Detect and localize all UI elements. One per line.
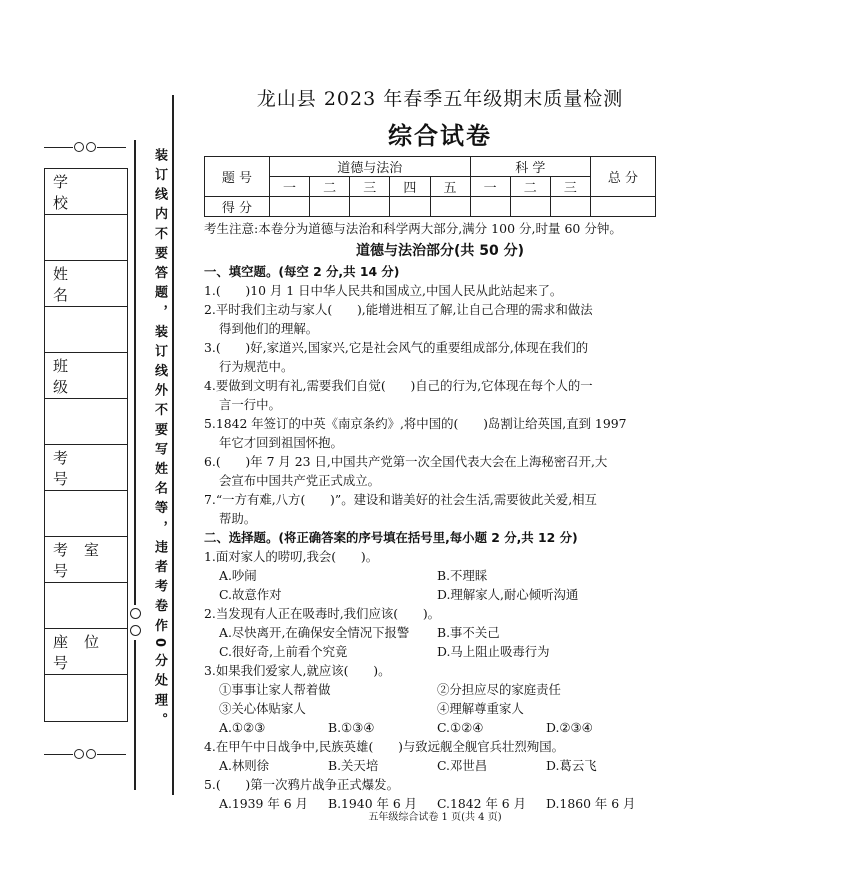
score-cell[interactable] xyxy=(470,197,510,217)
score-cell[interactable] xyxy=(430,197,470,217)
fill-question-6-cont: 会宣布中国共产党正式成立。 xyxy=(219,473,381,488)
choice-options xyxy=(204,642,656,661)
option: D.1860 年 6 月 xyxy=(546,796,636,811)
choice-question-4: 4.在甲午中日战争中,民族英雄( )与致远舰全舰官兵壮烈殉国。 xyxy=(204,739,564,754)
choice-options xyxy=(204,585,656,604)
field-exam-room: 考室号 xyxy=(45,537,127,583)
option: D.理解家人,耐心倾听沟通 xyxy=(437,587,579,602)
fill-question-5-cont: 年它才回到祖国怀抱。 xyxy=(219,435,343,450)
fill-question-4-cont: 言一行中。 xyxy=(219,397,281,412)
score-cell-total[interactable] xyxy=(591,197,656,217)
option: C.很好奇,上前看个究竟 xyxy=(219,644,348,659)
option: D.②③④ xyxy=(546,720,593,735)
statement: ④理解尊重家人 xyxy=(437,701,524,716)
group-morality: 道德与法治 xyxy=(270,157,471,177)
score-table xyxy=(204,156,656,217)
option: D.马上阻止吸毒行为 xyxy=(437,644,550,659)
option: B.1940 年 6 月 xyxy=(328,796,418,811)
choice-options xyxy=(204,756,656,775)
option: C.故意作对 xyxy=(219,587,282,602)
score-cell[interactable] xyxy=(390,197,430,217)
choice-items xyxy=(204,699,656,718)
row-label-score: 得 分 xyxy=(205,197,270,217)
fill-question-4: 4.要做到文明有礼,需要我们自觉( )自己的行为,它体现在每个人的一 xyxy=(204,378,593,393)
option: A.①②③ xyxy=(219,720,266,735)
exam-notice: 考生注意:本卷分为道德与法治和科学两大部分,满分 100 分,时量 60 分钟。 xyxy=(204,221,622,236)
exam-subtitle: 综合试卷 xyxy=(388,121,492,150)
binding-hole-2 xyxy=(130,625,141,636)
field-class: 班 级 xyxy=(45,353,127,399)
option: D.葛云飞 xyxy=(546,758,597,773)
question-content xyxy=(204,262,656,813)
statement: ③关心体贴家人 xyxy=(219,701,306,716)
fill-question-6: 6.( )年 7 月 23 日,中国共产党第一次全国代表大会在上海秘密召开,大 xyxy=(204,454,608,469)
option: C.①②④ xyxy=(437,720,484,735)
statement: ②分担应尽的家庭责任 xyxy=(437,682,561,697)
row-label-question: 题 号 xyxy=(205,157,270,197)
choice-question-2: 2.当发现有人正在吸毒时,我们应该( )。 xyxy=(204,606,441,621)
field-seat-blank[interactable] xyxy=(45,675,127,721)
field-class-blank[interactable] xyxy=(45,399,127,445)
fill-question-2-cont: 得到他们的理解。 xyxy=(219,321,319,336)
score-cell[interactable] xyxy=(350,197,390,217)
section-title: 道德与法治部分(共 50 分) xyxy=(355,243,525,259)
option: B.①③④ xyxy=(328,720,375,735)
fill-question-1: 1.( )10 月 1 日中华人民共和国成立,中国人民从此站起来了。 xyxy=(204,283,563,298)
option: B.关天培 xyxy=(328,758,379,773)
fill-question-5: 5.1842 年签订的中英《南京条约》,将中国的( )岛割让给英国,直到 1997 xyxy=(204,416,627,431)
sub-col: 五 xyxy=(430,177,470,197)
field-seat: 座位号 xyxy=(45,629,127,675)
option: A.尽快离开,在确保安全情况下报警 xyxy=(219,625,410,640)
field-exam-number-blank[interactable] xyxy=(45,491,127,537)
field-name-blank[interactable] xyxy=(45,307,127,353)
part2-heading: 二、选择题。(将正确答案的序号填在括号里,每小题 2 分,共 12 分) xyxy=(204,530,578,545)
option: C.邓世昌 xyxy=(437,758,488,773)
statement: ①事事让家人帮着做 xyxy=(219,682,331,697)
sub-col: 一 xyxy=(270,177,310,197)
total-label: 总 分 xyxy=(591,157,656,197)
option: C.1842 年 6 月 xyxy=(437,796,526,811)
field-exam-room-blank[interactable] xyxy=(45,583,127,629)
score-cell[interactable] xyxy=(550,197,590,217)
fill-question-3: 3.( )好,家道兴,国家兴,它是社会风气的重要组成部分,体现在我们的 xyxy=(204,340,589,355)
part1-heading: 一、填空题。(每空 2 分,共 14 分) xyxy=(204,264,400,279)
group-science: 科 学 xyxy=(470,157,590,177)
field-name: 姓 名 xyxy=(45,261,127,307)
score-cell[interactable] xyxy=(510,197,550,217)
choice-options xyxy=(204,623,656,642)
field-exam-number: 考 号 xyxy=(45,445,127,491)
sub-col: 四 xyxy=(390,177,430,197)
page-footer: 五年级综合试卷 1 页(共 4 页) xyxy=(368,812,502,823)
choice-options xyxy=(204,566,656,585)
option: A.吵闹 xyxy=(219,568,257,583)
fill-question-7-cont: 帮助。 xyxy=(219,511,257,526)
option: A.林则徐 xyxy=(219,758,270,773)
sub-col: 三 xyxy=(350,177,390,197)
choice-question-5: 5.( )第一次鸦片战争正式爆发。 xyxy=(204,777,399,792)
choice-question-1: 1.面对家人的唠叨,我会( )。 xyxy=(204,549,379,564)
option: B.事不关己 xyxy=(437,625,500,640)
choice-options xyxy=(204,718,656,737)
sub-col: 三 xyxy=(550,177,590,197)
option: B.不理睬 xyxy=(437,568,488,583)
sub-col: 二 xyxy=(310,177,350,197)
score-cell[interactable] xyxy=(270,197,310,217)
fill-question-7: 7.“一方有难,八方( )”。建设和谐美好的社会生活,需要彼此关爱,相互 xyxy=(204,492,597,507)
choice-items xyxy=(204,680,656,699)
fill-question-3-cont: 行为规范中。 xyxy=(219,359,294,374)
fill-question-2: 2.平时我们主动与家人( ),能增进相互了解,让自己合理的需求和做法 xyxy=(204,302,593,317)
binding-line-main xyxy=(172,95,174,795)
binding-line-lower xyxy=(134,640,136,790)
exam-title: 龙山县 2023 年春季五年级期末质量检测 xyxy=(256,88,624,110)
sub-col: 二 xyxy=(510,177,550,197)
field-school: 学 校 xyxy=(45,169,127,215)
ornament-bottom xyxy=(44,749,126,759)
choice-question-3: 3.如果我们爱家人,就应该( )。 xyxy=(204,663,391,678)
sub-col: 一 xyxy=(470,177,510,197)
option: A.1939 年 6 月 xyxy=(219,796,308,811)
binding-notice: 装订线内不要答题，装订线外不要写姓名等，违者考卷作0分处理。 xyxy=(152,148,167,733)
binding-hole-1 xyxy=(130,608,141,619)
score-cell[interactable] xyxy=(310,197,350,217)
binding-line-upper xyxy=(134,140,136,605)
